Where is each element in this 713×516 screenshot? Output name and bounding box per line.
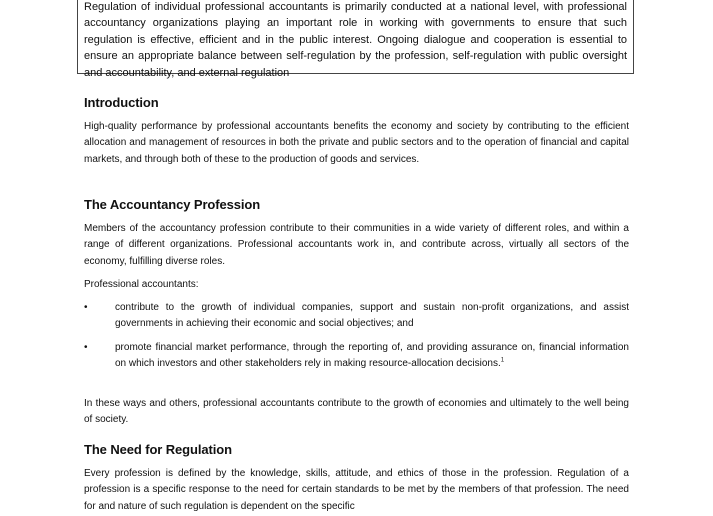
heading-accountancy-profession: The Accountancy Profession [84, 197, 261, 212]
profession-list-intro: Professional accountants: [84, 279, 199, 290]
boxed-summary-text: Regulation of individual professional accountants is primarily conducted at a national level, with professional accountancy organizations playing an important role in working with governments to ensure that such regulation is effective, efficient and in the public interest. Ongoing dialogue and cooperation is essential to ensure an appropriate balance between self-regulation by the profession, self-regulation with public oversight and accountability, and external regulation [84, 1, 627, 79]
footnote-marker: 1 [500, 358, 505, 365]
list-item-text: promote financial market performance, through the reporting of, and providing assurance on, financial information on which investors and other stakeholders rely in making resource-allocation decisions. [115, 342, 629, 370]
boxed-summary [77, 0, 634, 79]
list-item [115, 340, 629, 373]
bullet-marker: • [84, 302, 88, 313]
introduction-paragraph: High-quality performance by professional accountants benefits the economy and society by contributing to the efficient allocation and management of resources in both the private and public sectors and to the operation of financial and capital markets, and through both of these to the production of goods and services. [84, 121, 629, 165]
list-item-text: contribute to the growth of individual companies, support and sustain non-profit organizations, and assist governments in achieving their economic and social objectives; and [115, 302, 629, 330]
heading-need-for-regulation: The Need for Regulation [84, 442, 232, 457]
bullet-marker: • [84, 342, 88, 353]
profession-paragraph-1: Members of the accountancy profession contribute to their communities in a wide variety of different roles, and within a range of different organizations. Professional accountants work in, and contribute across, virtually all sectors of the economy, fulfilling diverse roles. [84, 223, 629, 267]
profession-paragraph-2: In these ways and others, professional accountants contribute to the growth of economies and ultimately to the well being of society. [84, 398, 629, 426]
regulation-paragraph: Every profession is defined by the knowledge, skills, attitude, and ethics of those in the profession. Regulation of a profession is a specific response to the need for certain standards to be met by the members of that profession. The need for and nature of such regulation is dependent on the specific [84, 468, 629, 512]
list-item [115, 300, 629, 333]
heading-introduction: Introduction [84, 95, 159, 110]
